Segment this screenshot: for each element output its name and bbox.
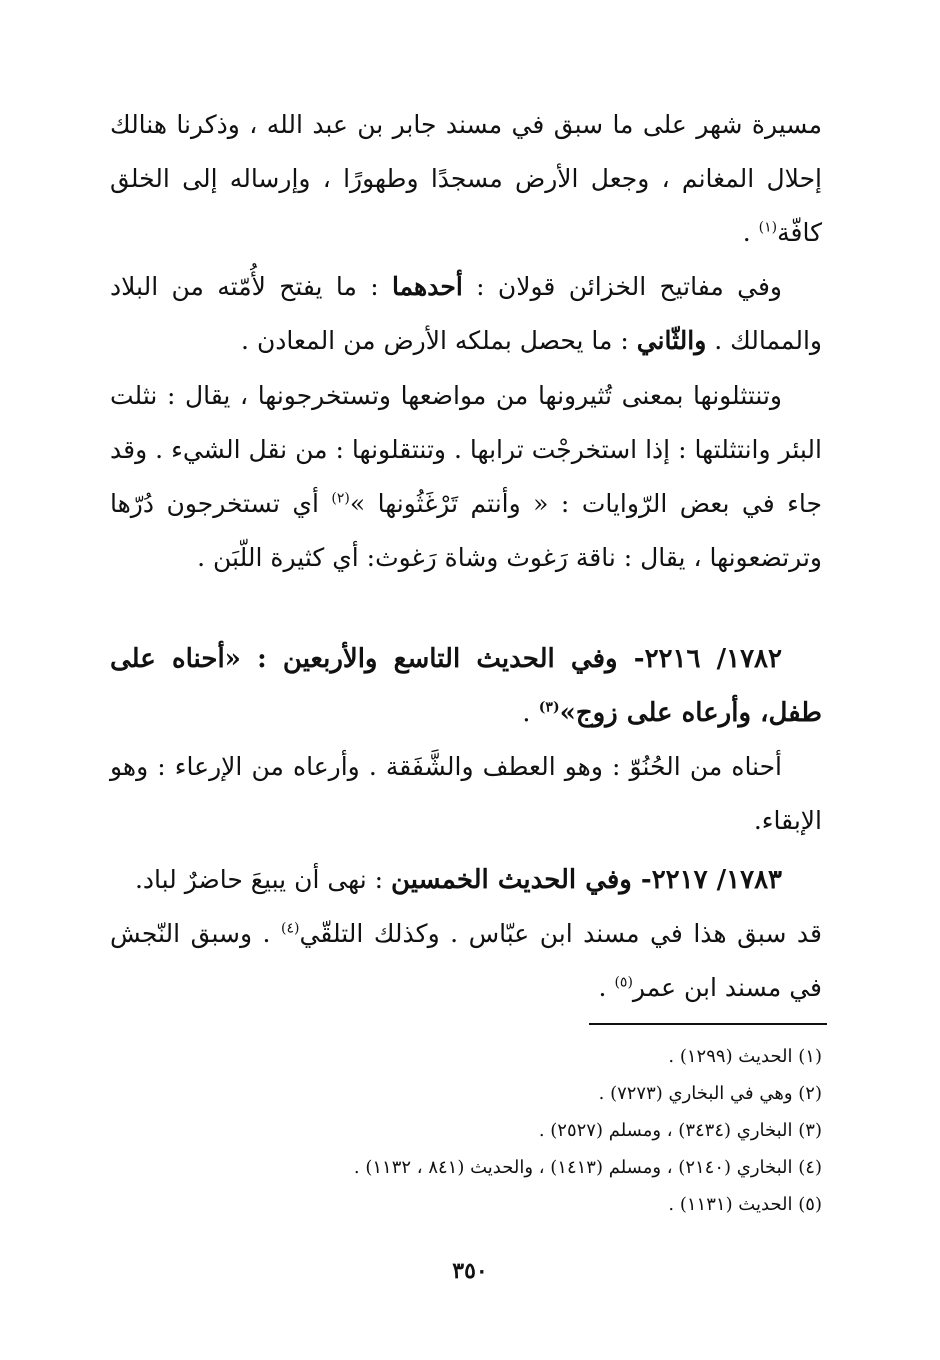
footnote-1: (١) الحديث (١٢٩٩) . (668, 1046, 822, 1067)
footnote-marker-1: (١) (758, 219, 778, 236)
footnote-2: (٢) وهي في البخاري (٧٢٧٣) . (598, 1083, 822, 1104)
hadith-50 (110, 853, 822, 907)
paragraph-1-end: . (742, 218, 759, 247)
footnote-marker-4: (٤) (281, 920, 300, 937)
paragraph-2-post: : ما يحصل بملكه الأرض من المعادن . (241, 326, 637, 355)
hadith-49-number: ١٧٨٢/ ٢٢١٦- (633, 644, 782, 674)
paragraph-4-text: أحناه من الحُنُوّ : وهو العطف والشَّفَقة . وأرعاه من الإرعاء : وهو الإبقاء. (110, 752, 822, 835)
paragraph-5-end: . (598, 973, 615, 1002)
hadith-50-bold-text: وفي الحديث الخمسين (390, 865, 641, 895)
hadith-50-text: : نهى أن يبيعَ حاضرٌ لباد. (134, 865, 391, 894)
footnotes (110, 1038, 822, 1223)
hadith-50-number: ١٧٨٣/ ٢٢١٧- (640, 865, 782, 895)
paragraph-2-pre: وفي مفاتيح الخزائن قولان : (462, 272, 782, 301)
footnote-4: (٤) البخاري (٢١٤٠) ، ومسلم (١٤١٣) ، والحديث (٨٤١ ، ١١٣٢) . (353, 1157, 822, 1178)
paragraph-5-mid: . وسبق النّجش في مسند ابن عمر (110, 919, 822, 1002)
footnote-separator (589, 1023, 827, 1025)
hadith-49-text: وفي الحديث التاسع والأربعين : «أحناه على طفل، وأرعاه على زوج» (110, 644, 822, 728)
paragraph-3-post: أي تستخرجون دُرّها وترتضعونها ، يقال : ناقة رَغوث وشاة رَغوث: أي كثيرة اللّبَن . (110, 489, 822, 572)
paragraph-2-mid: : ما يفتح لأُمّته من البلاد والممالك . (110, 272, 822, 355)
paragraph-2 (110, 260, 822, 368)
footnote-marker-3: (٣) (538, 699, 560, 716)
page-number: ٣٥٠ (452, 1258, 488, 1284)
paragraph-2-bold-second: والثّاني (636, 326, 707, 355)
paragraph-2-bold-first: أحدهما (391, 272, 463, 301)
footnote-5: (٥) الحديث (١١٣١) . (668, 1194, 822, 1215)
footnote-marker-5: (٥) (614, 974, 633, 991)
paragraph-1-text: مسيرة شهر على ما سبق في مسند جابر بن عبد الله ، وذكرنا هنالك إحلال المغانم ، وجعل الأرض مسجدًا وطهورًا ، وإرساله إلى الخلق كافّة (110, 110, 822, 247)
footnote-3: (٣) البخاري (٣٤٣٤) ، ومسلم (٢٥٢٧) . (538, 1120, 822, 1141)
paragraph-1 (110, 98, 822, 260)
footnote-marker-2: (٢) (331, 490, 350, 507)
paragraph-5-pre: قد سبق هذا في مسند ابن عبّاس . وكذلك التلقّي (299, 919, 822, 948)
hadith-49-end: . (522, 698, 539, 728)
paragraph-4 (110, 740, 822, 848)
paragraph-3 (110, 369, 822, 585)
paragraph-5 (110, 907, 822, 1015)
hadith-49 (110, 632, 822, 740)
paragraph-3-text: وتنتثلونها بمعنى تُثيرونها من مواضعها وتستخرجونها ، يقال : نثلت البئر وانتثلتها : إذا استخرجْت ترابها . وتنتقلونها : من نقل الشيء . وقد جاء في بعض الرّوايات : « وأنتم تَرْغَثُونها » (110, 381, 823, 518)
